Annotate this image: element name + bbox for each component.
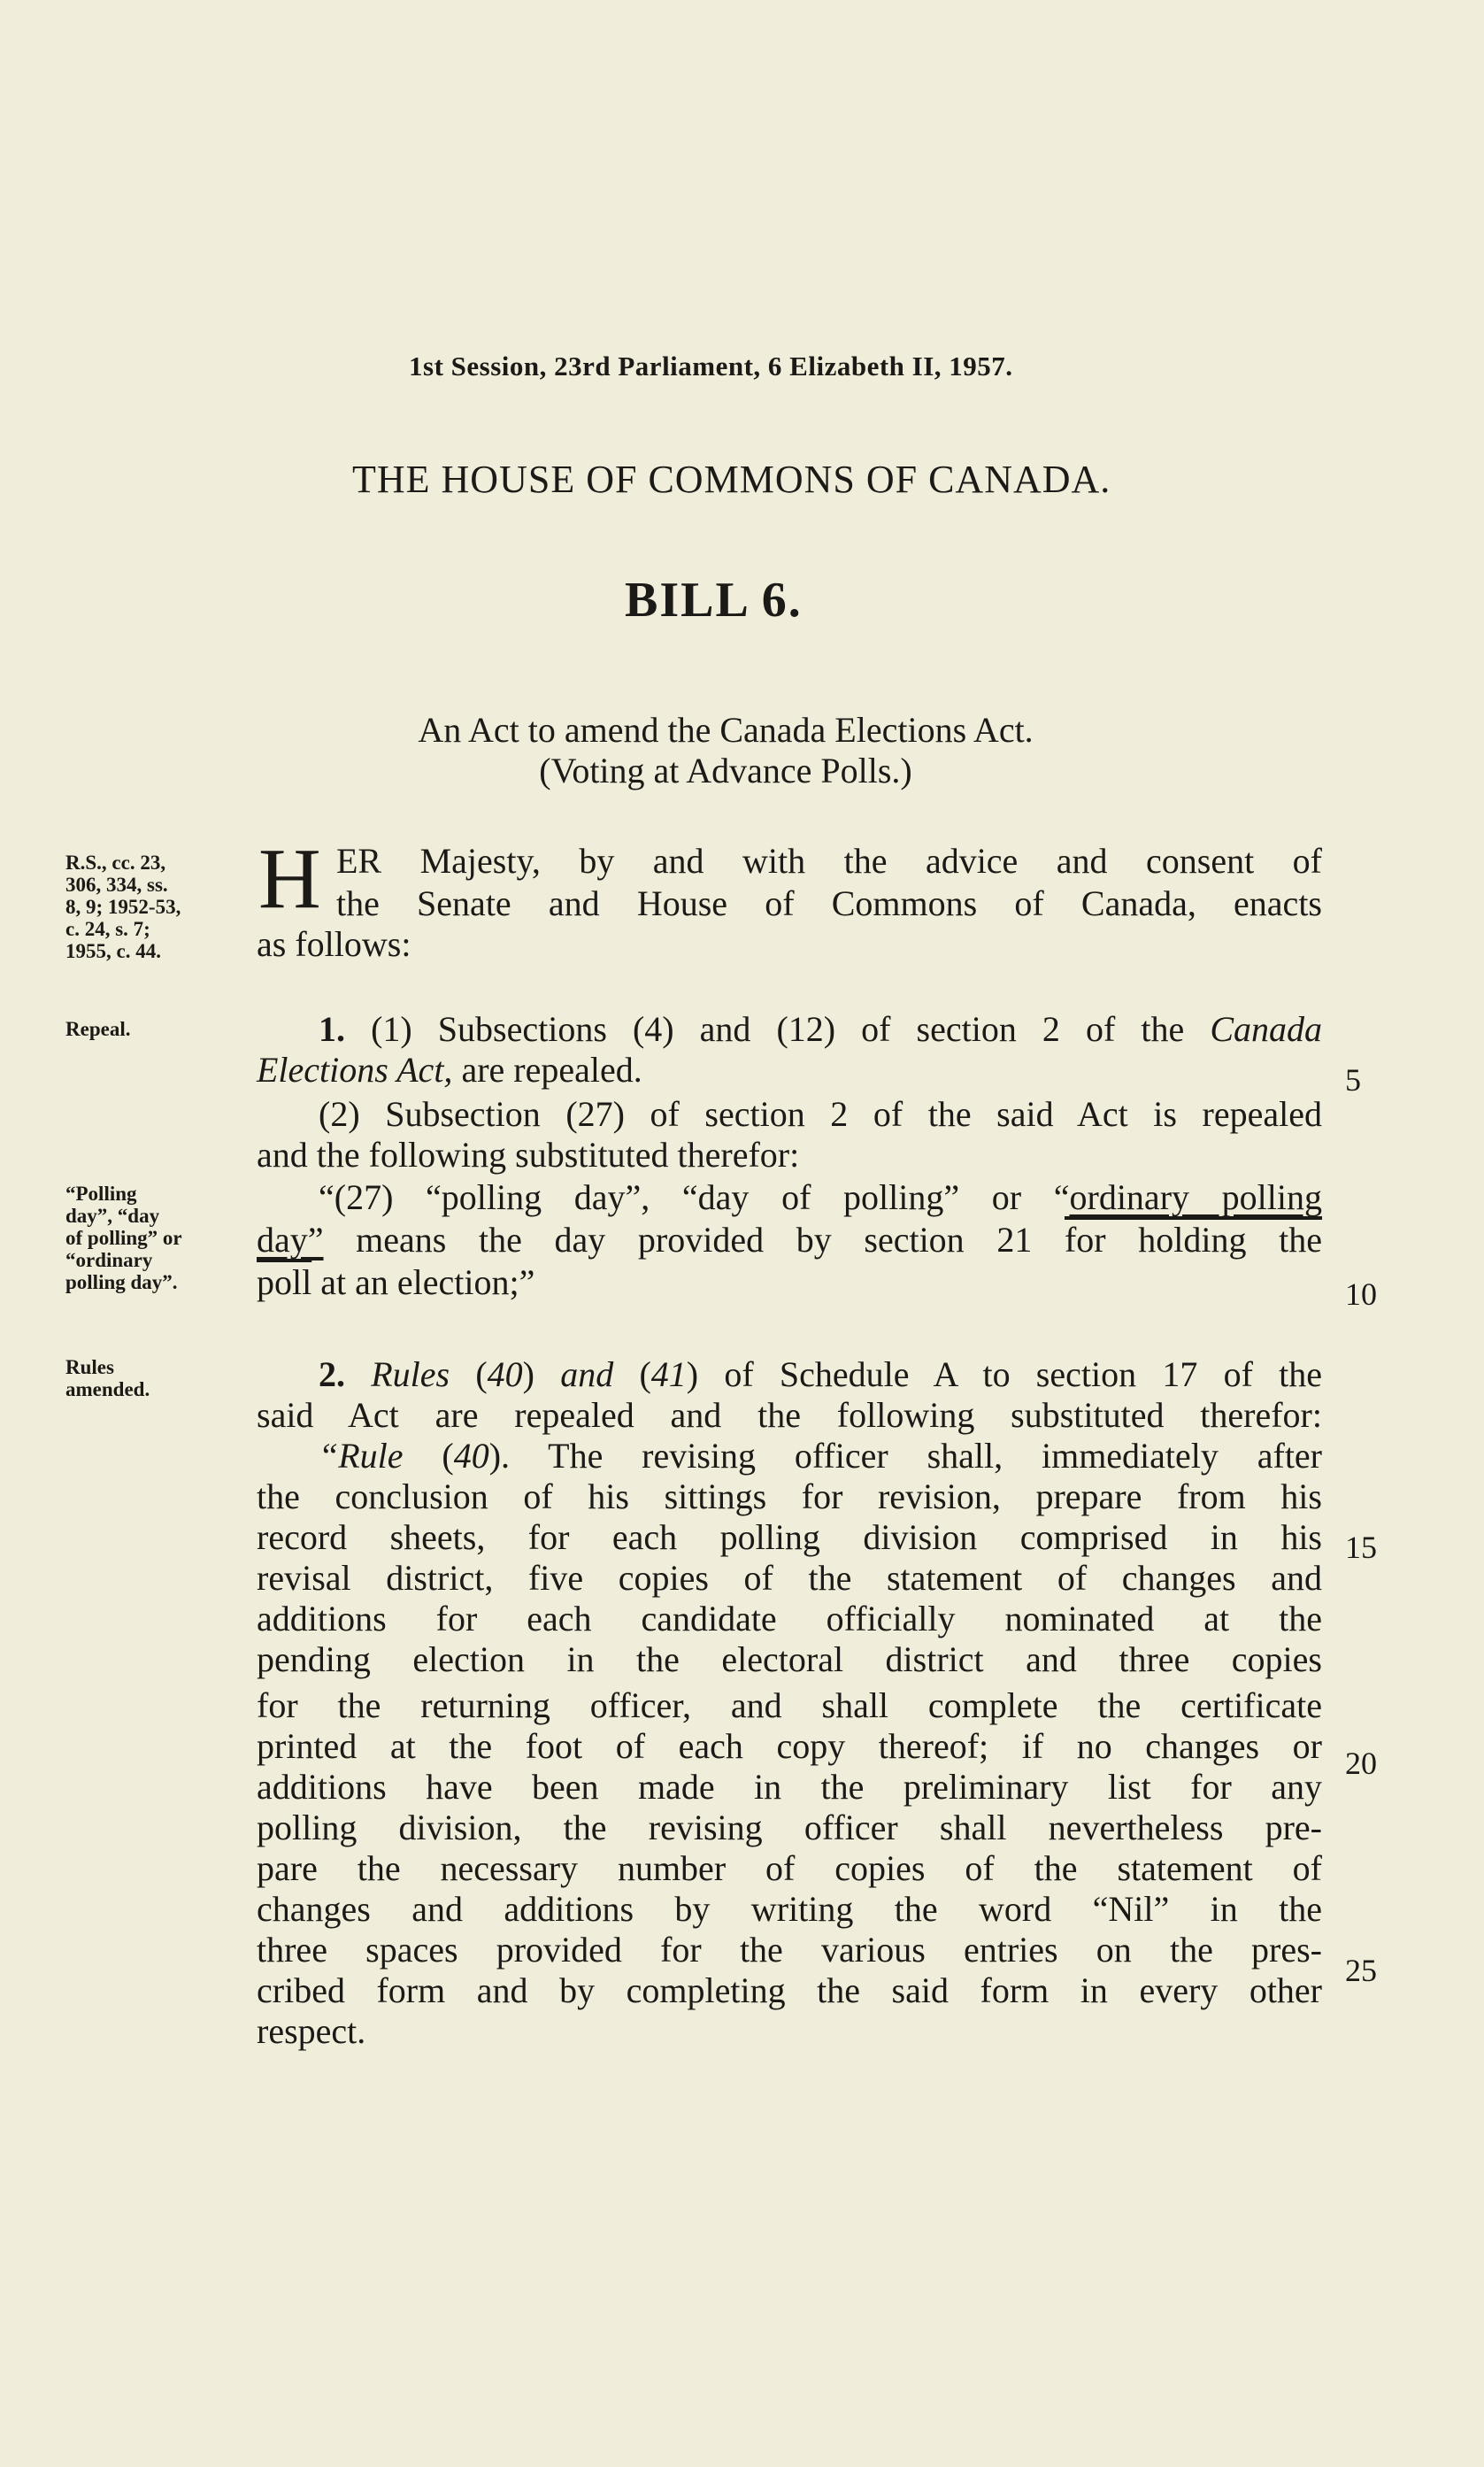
section-1-line	[319, 1009, 1322, 1050]
act-title-line: An Act to amend the Canada Elections Act.	[418, 710, 1034, 750]
section-2-line: for the returning officer, and shall complete the certificate	[257, 1685, 1322, 1725]
line-number: 10	[1345, 1276, 1377, 1312]
text-span: )	[522, 1354, 561, 1394]
margin-polling-line: “Polling	[65, 1183, 137, 1205]
underlined-span: ordinary polling	[1069, 1177, 1322, 1217]
section-number: 1.	[319, 1009, 345, 1049]
text-span: (1) Subsections (4) and (12) of section 2 of the	[345, 1009, 1211, 1049]
margin-citation	[65, 852, 251, 962]
house-title: THE HOUSE OF COMMONS OF CANADA.	[352, 458, 1111, 501]
section-1-line	[257, 1262, 1322, 1303]
text-span: “(27) “polling day”, “day of polling” or “	[319, 1177, 1070, 1217]
margin-citation-line: 1955, c. 44.	[65, 940, 161, 962]
italic-span: Rules	[371, 1354, 450, 1394]
italic-span: “Rule	[319, 1436, 404, 1476]
text-span: at an election;”	[311, 1262, 535, 1302]
margin-citation-line: 8, 9; 1952-53,	[65, 896, 181, 918]
italic-span: 40	[453, 1436, 489, 1476]
section-2-line	[319, 1354, 1322, 1395]
text-span: (	[403, 1436, 454, 1476]
margin-rules-line: Rules	[65, 1356, 114, 1378]
section-1-line	[257, 1050, 1322, 1091]
section-2-line: polling division, the revising officer shall nevertheless pre-	[257, 1808, 1322, 1847]
margin-citation-line: c. 24, s. 7;	[65, 918, 150, 940]
session-line: 1st Session, 23rd Parliament, 6 Elizabeth II, 1957.	[409, 351, 1013, 382]
act-title	[265, 710, 1186, 791]
line-number: 20	[1345, 1746, 1377, 1781]
section-1-line: (2) Subsection (27) of section 2 of the said Act is repealed	[319, 1094, 1322, 1134]
drop-cap: H	[258, 831, 321, 927]
bill-number: BILL 6.	[625, 573, 803, 628]
section-2-line: pending election in the electoral district and three copies	[257, 1639, 1322, 1679]
margin-rules-amended	[65, 1356, 251, 1400]
margin-polling-line: polling day”.	[65, 1271, 178, 1293]
section-1-line: and the following substituted therefor:	[257, 1135, 800, 1175]
text-span: (	[613, 1354, 651, 1394]
section-1-line	[257, 1220, 1322, 1260]
text-span	[345, 1354, 371, 1394]
section-2-line: record sheets, for each polling division comprised in his	[257, 1517, 1322, 1557]
section-2-line: revisal district, five copies of the statement of changes and	[257, 1558, 1322, 1598]
section-2-line: additions for each candidate officially nominated at the	[257, 1599, 1322, 1638]
italic-span: and	[560, 1354, 614, 1394]
margin-polling-line: of polling” or	[65, 1227, 182, 1249]
section-2-line: printed at the foot of each copy thereof; if no changes or	[257, 1726, 1322, 1766]
italic-span: Elections Act,	[257, 1050, 453, 1090]
section-2-line: additions have been made in the preliminary list for any	[257, 1767, 1322, 1807]
enacting-line: ER Majesty, by and with the advice and consent of	[336, 841, 1322, 881]
section-2-line: pare the necessary number of copies of the statement of	[257, 1848, 1322, 1888]
italic-span: 41	[650, 1354, 687, 1394]
section-2-line: cribed form and by completing the said form in every other	[257, 1970, 1322, 2010]
enacting-line: the Senate and House of Commons of Canada, enacts	[336, 883, 1322, 923]
section-2-line: the conclusion of his sittings for revision, prepare from his	[257, 1476, 1322, 1516]
text-span: are repealed.	[452, 1050, 642, 1090]
margin-citation-line: R.S., cc. 23,	[65, 852, 166, 874]
section-2-line: said Act are repealed and the following substituted therefor:	[257, 1395, 1322, 1435]
italic-span: Canada	[1210, 1009, 1322, 1049]
section-2-line	[319, 1436, 1322, 1476]
text-span: (	[450, 1354, 488, 1394]
line-number: 5	[1345, 1062, 1361, 1098]
text-span: ). The revising officer shall, immediately after	[488, 1436, 1323, 1476]
act-subtitle-line: (Voting at Advance Polls.)	[539, 751, 912, 790]
margin-citation-line: 306, 334, ss.	[65, 874, 168, 896]
underlined-span: day”	[257, 1220, 324, 1260]
margin-rules-line: amended.	[65, 1378, 150, 1400]
margin-polling-line: “ordinary	[65, 1249, 153, 1271]
line-number: 15	[1345, 1530, 1377, 1565]
margin-polling-line: day”, “day	[65, 1205, 160, 1227]
section-2-line: respect.	[257, 2011, 366, 2051]
section-2-line: changes and additions by writing the word “Nil” in the	[257, 1889, 1322, 1929]
overlined-span: poll	[257, 1262, 312, 1302]
overlined-span: for holding the	[1064, 1220, 1323, 1260]
italic-span: 40	[487, 1354, 523, 1394]
text-span: means the day provided by section 21	[323, 1220, 1065, 1260]
enacting-line: as follows:	[257, 924, 411, 964]
margin-repeal: Repeal.	[65, 1018, 131, 1040]
text-span: ) of Schedule A to section 17 of the	[686, 1354, 1322, 1394]
section-number: 2.	[319, 1354, 345, 1394]
section-1-line	[319, 1177, 1322, 1218]
line-number: 25	[1345, 1953, 1377, 1988]
margin-polling-day	[65, 1183, 251, 1293]
section-2-line: three spaces provided for the various entries on the pres-	[257, 1930, 1322, 1970]
